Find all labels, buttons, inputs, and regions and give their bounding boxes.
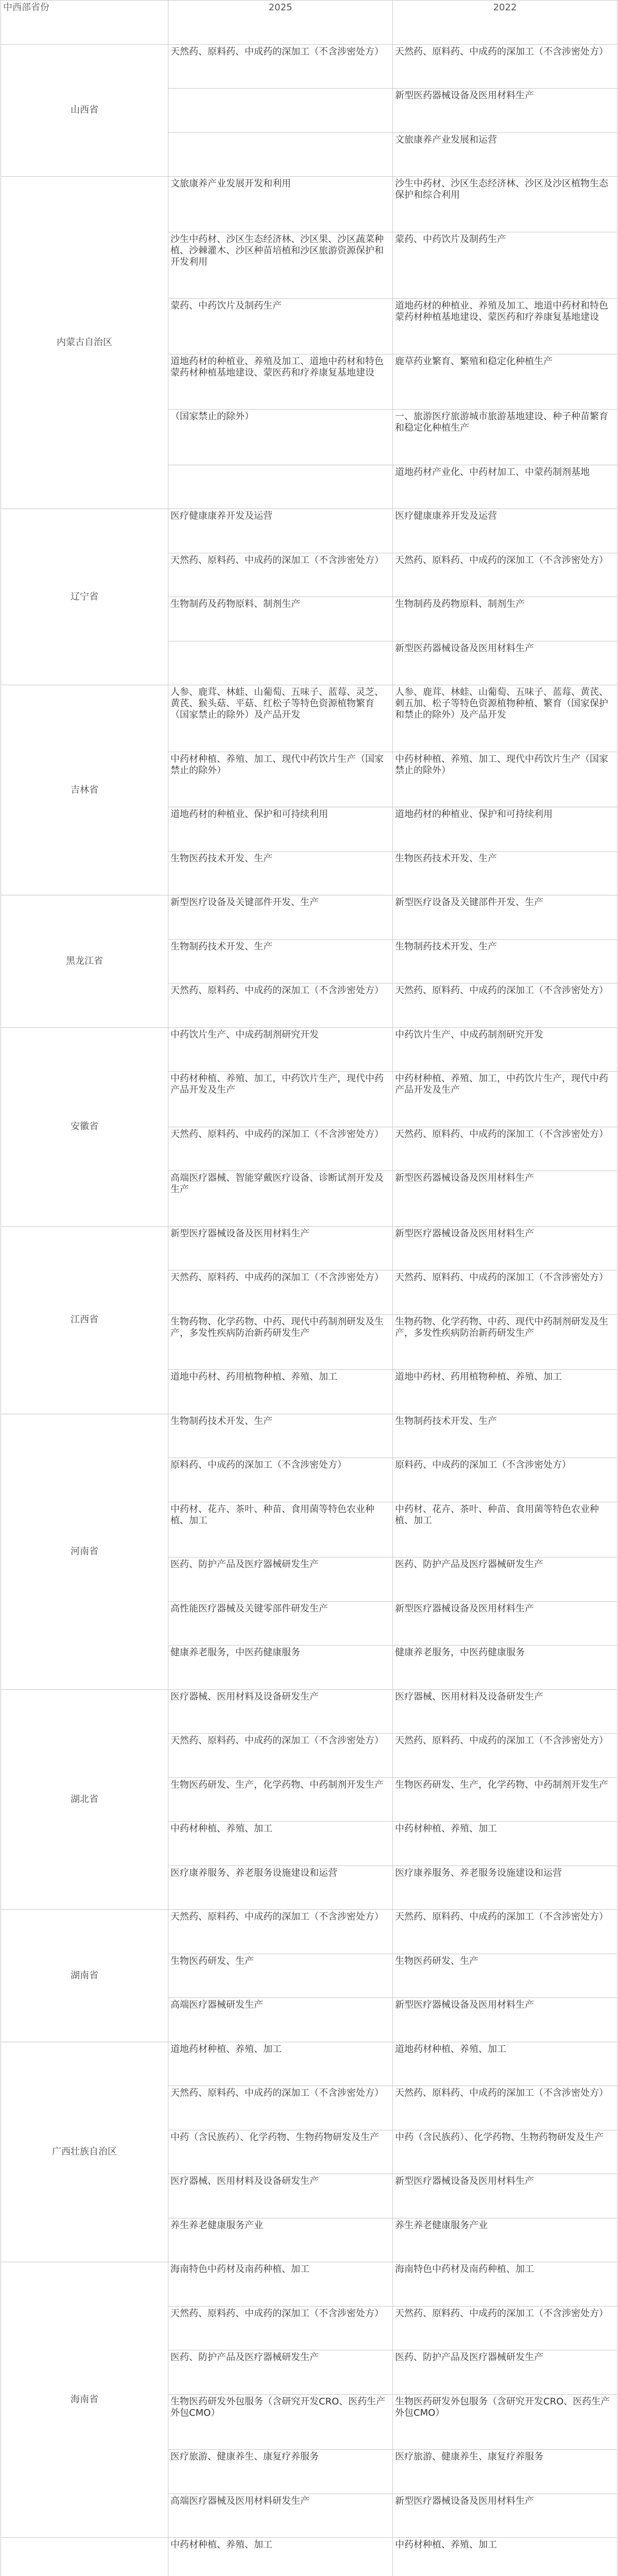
- cell-2022: 新型医疗器械设备及医用材料生产: [393, 2494, 617, 2538]
- cell-2022: 医药、防护产品及医疗器械研发生产: [393, 2350, 617, 2395]
- cell-2025: 天然药、原料药、中成药的深加工（不含涉密处方）: [168, 984, 393, 1028]
- header-2022: 2022: [393, 1, 617, 45]
- table-row: [1, 895, 617, 940]
- cell-2025: 道地药材的种植业、养殖及加工、道地中药材和特色蒙药材种植基地建设、蒙医药和疗养康复基地建设: [168, 354, 393, 410]
- cell-2025: 生物医药研发、生产，化学药物、中药制剂开发生产: [168, 1777, 393, 1822]
- cell-2025: 医疗康养服务、养老服务设施建设和运营: [168, 1866, 393, 1910]
- table-row: [1, 1226, 617, 1270]
- cell-2025: 天然药、原料药、中成药的深加工（不含涉密处方）: [168, 2306, 393, 2350]
- cell-2025: 中药（含民族药）、化学药物、生物药物研发及生产: [168, 2130, 393, 2174]
- cell-2022: 医疗旅游、健康养生、康复疗养服务: [393, 2450, 617, 2494]
- cell-2025: 生物医药研发、生产: [168, 1954, 393, 1998]
- cell-2025: 医药、防护产品及医疗器械研发生产: [168, 2350, 393, 2395]
- cell-2022: 天然药、原料药、中成药的深加工（不含涉密处方）: [393, 984, 617, 1028]
- cell-2025: 高端医疗器械及医用材料研发生产: [168, 2494, 393, 2538]
- cell-2022: 天然药、原料药、中成药的深加工（不含涉密处方）: [393, 44, 617, 89]
- header-2025: 2025: [168, 1, 393, 45]
- cell-2022: 海南特色中药材及南药种植、加工: [393, 2262, 617, 2307]
- cell-2025: 中药材、花卉、茶叶、种苗、食用菌等特色农业种植、加工: [168, 1502, 393, 1557]
- cell-2022: 生物医药研发、生产，化学药物、中药制剂开发生产: [393, 1777, 617, 1822]
- cell-2022: 天然药、原料药、中成药的深加工（不含涉密处方）: [393, 1734, 617, 1778]
- cell-2022: 天然药、原料药、中成药的深加工（不含涉密处方）: [393, 1270, 617, 1315]
- cell-2025: 医疗健康康养开发及运营: [168, 509, 393, 553]
- table-row: [1, 1414, 617, 1458]
- cell-2022: 生物医药研发、生产: [393, 1954, 617, 1998]
- cell-2025: 天然药、原料药、中成药的深加工（不含涉密处方）: [168, 1127, 393, 1171]
- cell-2022: 天然药、原料药、中成药的深加工（不含涉密处方）: [393, 1910, 617, 1954]
- province-name: 黑龙江省: [1, 895, 168, 1028]
- table-body: [1, 44, 617, 2576]
- cell-2022: 鹿草药业繁育、繁殖和稳定化种植生产: [393, 354, 617, 410]
- cell-2022: 生物制药技术开发、生产: [393, 1414, 617, 1458]
- cell-2022: 医疗康养服务、养老服务设施建设和运营: [393, 1866, 617, 1910]
- cell-2025: 天然药、原料药、中成药的深加工（不含涉密处方）: [168, 1910, 393, 1954]
- cell-2025: 中药材种植、养殖、加工: [168, 1822, 393, 1866]
- table-row: [1, 44, 617, 89]
- cell-2025: 生物药物、化学药物、中药、现代中药制剂研发及生产，多发性疾病防治新药研发生产: [168, 1314, 393, 1370]
- cell-2025: 蒙药、中药饮片及制药生产: [168, 299, 393, 354]
- cell-2025: [168, 89, 393, 133]
- table-row: [1, 2042, 617, 2086]
- cell-2022: 道地中药材、药用植物种植、养殖、加工: [393, 1370, 617, 1414]
- cell-2025: 天然药、原料药、中成药的深加工（不含涉密处方）: [168, 1270, 393, 1315]
- province-name: 安徽省: [1, 1027, 168, 1226]
- province-name: 吉林省: [1, 685, 168, 895]
- cell-2022: 道地药材的种植业、保护和可持续利用: [393, 807, 617, 852]
- cell-2022: 生物制药技术开发、生产: [393, 939, 617, 984]
- province-name: 辽宁省: [1, 509, 168, 685]
- cell-2022: 中药材种植、养殖、加工、现代中药饮片生产（国家禁止的除外）: [393, 752, 617, 807]
- cell-2025: 医疗器械、医用材料及设备研发生产: [168, 1689, 393, 1734]
- cell-2025: 文旅康养产业发展开发和利用: [168, 177, 393, 232]
- cell-2022: 生物医药研发外包服务（含研究开发CRO、医药生产外包CMO）: [393, 2394, 617, 2450]
- province-name: 海南省: [1, 2262, 168, 2538]
- cell-2025: [168, 465, 393, 509]
- cell-2025: 天然药、原料药、中成药的深加工（不含涉密处方）: [168, 44, 393, 89]
- cell-2025: [168, 641, 393, 685]
- cell-2025: 人参、鹿茸、林蛙、山葡萄、五味子、蓝莓、灵芝、黄芪、猴头菇、平菇、红松子等特色资源植物繁育（国家禁止的除外）及产品开发: [168, 685, 393, 752]
- cell-2022: 新型医疗设备及关键部件开发、生产: [393, 895, 617, 940]
- cell-2025: 道地药材种植、养殖、加工: [168, 2042, 393, 2086]
- cell-2022: 医药、防护产品及医疗器械研发生产: [393, 1557, 617, 1602]
- cell-2022: 文旅康养产业发展和运营: [393, 132, 617, 177]
- cell-2022: 养生养老健康服务产业: [393, 2218, 617, 2262]
- cell-2025: 新型医疗设备及关键部件开发、生产: [168, 895, 393, 940]
- table-row: [1, 177, 617, 232]
- cell-2025: 生物医药技术开发、生产: [168, 851, 393, 895]
- province-name: 内蒙古自治区: [1, 177, 168, 509]
- table-row: [1, 1027, 617, 1072]
- cell-2025: 养生养老健康服务产业: [168, 2218, 393, 2262]
- cell-2022: 沙生中药材、沙区生态经济林、沙区及沙区植物生态保护和综合利用: [393, 177, 617, 232]
- province-name: [1, 2538, 168, 2576]
- cell-2025: 中药材种植、养殖、加工: [168, 2538, 393, 2576]
- cell-2022: 道地药材的种植业、养殖及加工、地道中药材和特色蒙药材种植基地建设、蒙医药和疗养康复基地建设: [393, 299, 617, 354]
- table-row: [1, 1910, 617, 1954]
- cell-2025: 医疗器械、医用材料及设备研发生产: [168, 2174, 393, 2218]
- cell-2022: 医疗器械、医用材料及设备研发生产: [393, 1689, 617, 1734]
- cell-2022: 生物制药及药物原料、制剂生产: [393, 597, 617, 641]
- cell-2022: 新型医药器械设备及医用材料生产: [393, 641, 617, 685]
- cell-2025: 沙生中药材、沙区生态经济林、沙区果、沙区蔬菜种植、沙棘灌木、沙区种苗培植和沙区旅游资源保护和开发利用: [168, 232, 393, 299]
- cell-2022: 道地药材种植、养殖、加工: [393, 2042, 617, 2086]
- cell-2025: 中药材种植、养殖、加工、现代中药饮片生产（国家禁止的除外）: [168, 752, 393, 807]
- cell-2022: 生物药物、化学药物、中药、现代中药制剂研发及生产，多发性疾病防治新药研发生产: [393, 1314, 617, 1370]
- cell-2025: 中药饮片生产、中成药制剂研究开发: [168, 1027, 393, 1072]
- cell-2025: 高端医疗器械研发生产: [168, 1998, 393, 2042]
- cell-2022: 一、旅游医疗旅游城市旅游基地建设、种子种苗繁育和稳定化种植生产: [393, 410, 617, 465]
- cell-2022: 中药材种植、养殖、加工: [393, 2538, 617, 2576]
- cell-2022: 中药材种植、养殖、加工，中药饮片生产，现代中药产品开发及生产: [393, 1072, 617, 1127]
- cell-2025: 高端医疗器械、智能穿戴医疗设备、诊断试剂开发及生产: [168, 1171, 393, 1227]
- cell-2025: 高性能医疗器械及关键零部件研发生产: [168, 1601, 393, 1646]
- cell-2022: 中药材、花卉、茶叶、种苗、食用菌等特色农业种植、加工: [393, 1502, 617, 1557]
- cell-2022: 人参、鹿茸、林蛙、山葡萄、五味子、蓝莓、黄芪、刺五加、松子等特色资源植物种植、繁育（国家保护和禁止的除外）及产品开发: [393, 685, 617, 752]
- cell-2022: 天然药、原料药、中成药的深加工（不含涉密处方）: [393, 1127, 617, 1171]
- cell-2022: 新型医疗器械设备及医用材料生产: [393, 2174, 617, 2218]
- cell-2025: 天然药、原料药、中成药的深加工（不含涉密处方）: [168, 2086, 393, 2130]
- cell-2022: 新型医疗器械设备及医用材料生产: [393, 1226, 617, 1270]
- cell-2025: 生物制药技术开发、生产: [168, 939, 393, 984]
- province-name: 湖南省: [1, 1910, 168, 2042]
- cell-2022: 天然药、原料药、中成药的深加工（不含涉密处方）: [393, 2306, 617, 2350]
- cell-2025: 健康养老服务，中医药健康服务: [168, 1646, 393, 1690]
- cell-2025: 新型医疗器械设备及医用材料生产: [168, 1226, 393, 1270]
- cell-2022: 中药材种植、养殖、加工: [393, 1822, 617, 1866]
- table-row: [1, 509, 617, 553]
- cell-2022: 中药饮片生产、中成药制剂研究开发: [393, 1027, 617, 1072]
- cell-2022: 健康养老服务，中医药健康服务: [393, 1646, 617, 1690]
- cell-2022: 原料药、中成药的深加工（不含涉密处方）: [393, 1458, 617, 1502]
- cell-2022: 新型医疗器械设备及医用材料生产: [393, 1601, 617, 1646]
- cell-2025: 道地药材的种植业、保护和可持续利用: [168, 807, 393, 852]
- cell-2025: 中药材种植、养殖、加工，中药饮片生产，现代中药产品开发及生产: [168, 1072, 393, 1127]
- cell-2022: 天然药、原料药、中成药的深加工（不含涉密处方）: [393, 553, 617, 597]
- cell-2025: 海南特色中药材及南药种植、加工: [168, 2262, 393, 2307]
- cell-2025: 医疗旅游、健康养生、康复疗养服务: [168, 2450, 393, 2494]
- cell-2022: 新型医药器械设备及医用材料生产: [393, 89, 617, 133]
- cell-2022: 天然药、原料药、中成药的深加工（不含涉密处方）: [393, 2086, 617, 2130]
- table-row: [1, 685, 617, 752]
- cell-2022: 中药（含民族药）、化学药物、生物药物研发及生产: [393, 2130, 617, 2174]
- cell-2025: （国家禁止的除外）: [168, 410, 393, 465]
- cell-2025: 医药、防护产品及医疗器械研发生产: [168, 1557, 393, 1602]
- cell-2022: 新型医疗器械设备及医用材料生产: [393, 1998, 617, 2042]
- cell-2025: 生物医药研发外包服务（含研究开发CRO、医药生产外包CMO）: [168, 2394, 393, 2450]
- province-name: 湖北省: [1, 1689, 168, 1910]
- province-name: 河南省: [1, 1414, 168, 1689]
- table-row: [1, 1689, 617, 1734]
- cell-2025: 原料药、中成药的深加工（不含涉密处方）: [168, 1458, 393, 1502]
- cell-2022: 生物医药技术开发、生产: [393, 851, 617, 895]
- cell-2025: [168, 132, 393, 177]
- cell-2025: 道地中药材、药用植物种植、养殖、加工: [168, 1370, 393, 1414]
- cell-2022: 道地药材产业化、中药材加工、中蒙药制剂基地: [393, 465, 617, 509]
- province-name: 江西省: [1, 1226, 168, 1414]
- cell-2025: 天然药、原料药、中成药的深加工（不含涉密处方）: [168, 1734, 393, 1778]
- table-header-row: [1, 1, 617, 45]
- table-row: [1, 2262, 617, 2307]
- cell-2025: 生物制药及药物原料、制剂生产: [168, 597, 393, 641]
- cell-2022: 蒙药、中药饮片及制药生产: [393, 232, 617, 299]
- cell-2025: 生物制药技术开发、生产: [168, 1414, 393, 1458]
- cell-2022: 医疗健康康养开发及运营: [393, 509, 617, 553]
- header-province: 中西部省份: [1, 1, 168, 45]
- cell-2022: 新型医药器械设备及医用材料生产: [393, 1171, 617, 1227]
- province-name: 山西省: [1, 44, 168, 177]
- cell-2025: 天然药、原料药、中成药的深加工（不含涉密处方）: [168, 553, 393, 597]
- table-row: [1, 2538, 617, 2576]
- catalog-table: [1, 0, 617, 2576]
- province-name: 广西壮族自治区: [1, 2042, 168, 2262]
